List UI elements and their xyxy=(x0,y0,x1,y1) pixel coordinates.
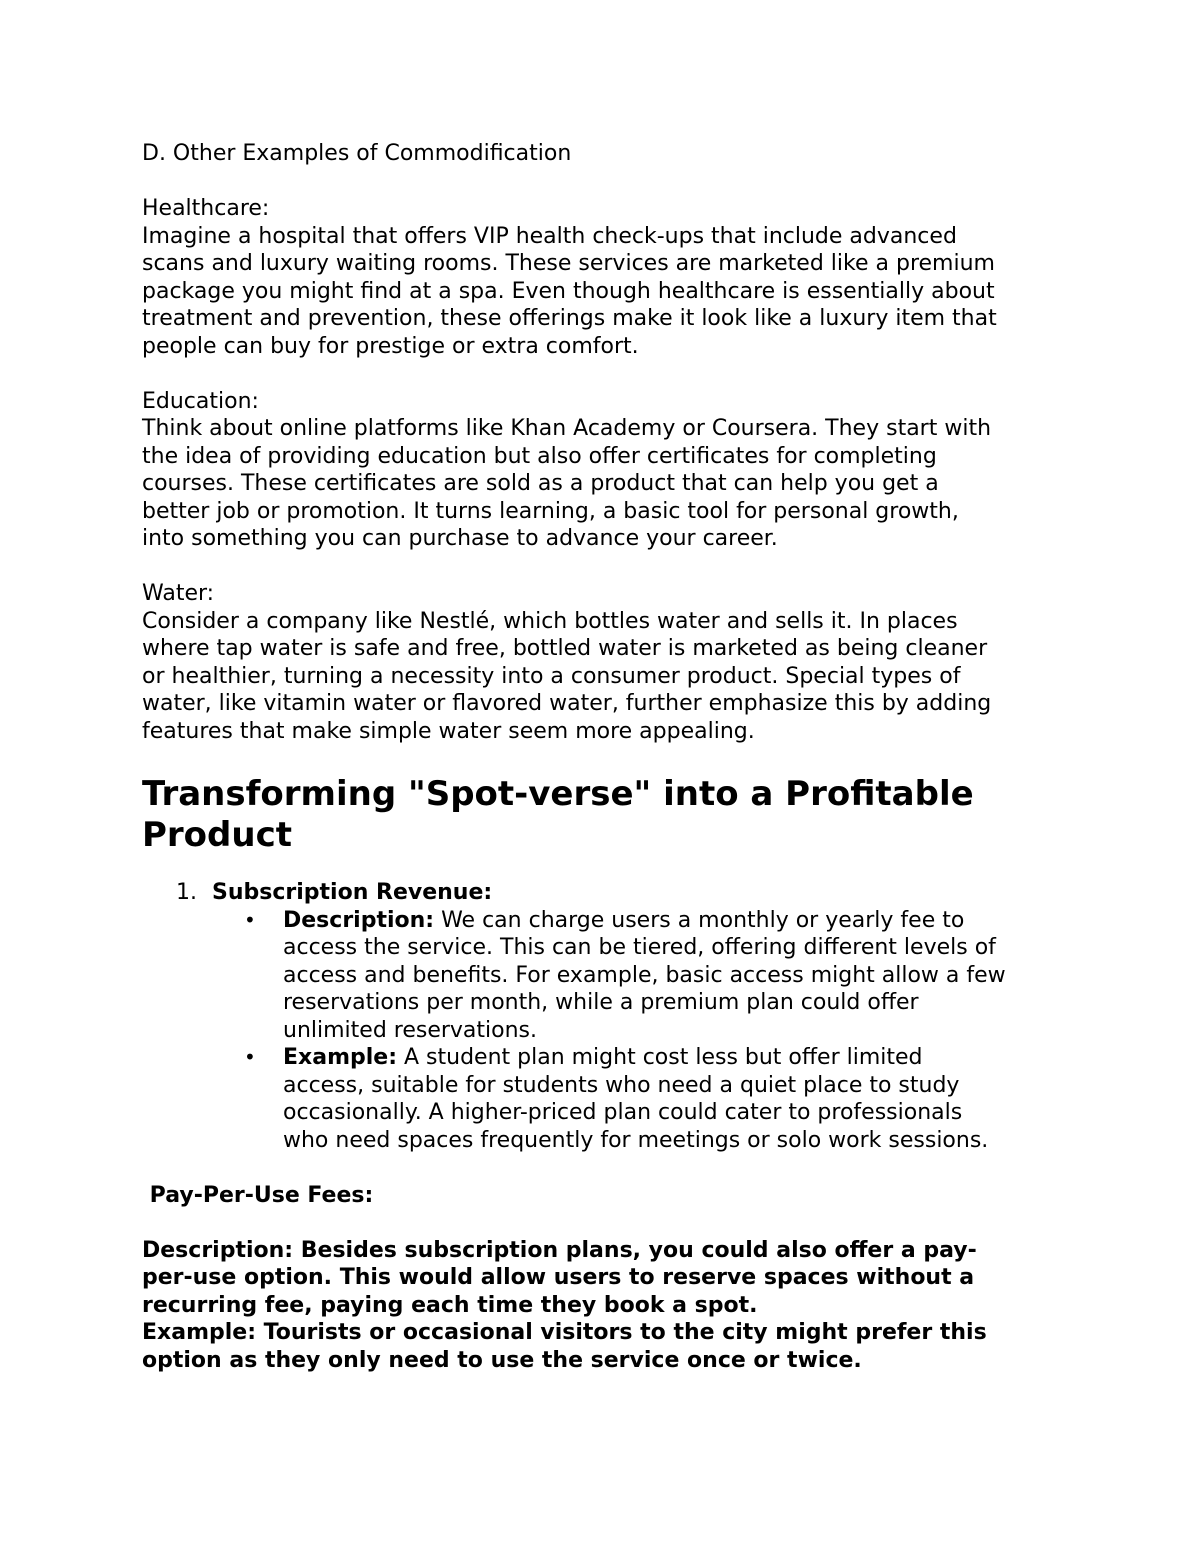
education-line: into something you can purchase to advance your career. xyxy=(142,526,778,551)
pay-per-use-line: Example: Tourists or occasional visitors to the city might prefer this xyxy=(142,1320,987,1345)
blank-line xyxy=(142,1209,1072,1237)
pay-per-use-line: option as they only need to use the service once or twice. xyxy=(142,1347,862,1373)
title-line: Transforming "Spot-verse" into a Profitable xyxy=(142,774,974,814)
list-number: 1. xyxy=(176,880,197,905)
healthcare-label: Healthcare: xyxy=(142,196,270,221)
bullet-line: reservations per month, while a premium plan could offer xyxy=(283,990,919,1015)
document-title xyxy=(142,774,1072,856)
bullet-icon: • xyxy=(244,1045,256,1069)
water-line: where tap water is safe and free, bottled water is marketed as being cleaner xyxy=(142,636,988,661)
pay-per-use-section xyxy=(142,1182,1072,1375)
pay-per-use-line: recurring fee, paying each time they book a spot. xyxy=(142,1292,758,1318)
bullet-line: who need spaces frequently for meetings or solo work sessions. xyxy=(283,1127,989,1153)
education-label: Education: xyxy=(142,388,259,414)
education-line: better job or promotion. It turns learning, a basic tool for personal growth, xyxy=(142,498,959,524)
bullet-icon: • xyxy=(244,907,256,932)
water-line: water, like vitamin water or flavored water, further emphasize this by adding xyxy=(142,691,992,716)
water-section xyxy=(142,580,1072,745)
water-line: or healthier, turning a necessity into a consumer product. Special types of xyxy=(142,663,961,689)
bullet-example xyxy=(142,1044,1072,1154)
healthcare-line: package you might find at a spa. Even though healthcare is essentially about xyxy=(142,278,995,304)
bullet-label: Description: xyxy=(283,907,435,933)
healthcare-section xyxy=(142,195,1072,360)
section-heading xyxy=(142,140,1072,168)
bullet-text: We can charge users a monthly or yearly fee to xyxy=(434,907,965,933)
document-page xyxy=(142,140,1072,1374)
healthcare-line: people can buy for prestige or extra comfort. xyxy=(142,333,639,359)
pay-per-use-line: Description: Besides subscription plans, you could also offer a pay- xyxy=(142,1237,977,1263)
water-label: Water: xyxy=(142,581,215,606)
bullet-text: A student plan might cost less but offer limited xyxy=(397,1045,923,1070)
blank-line xyxy=(142,553,1072,581)
pay-per-use-line: per-use option. This would allow users to reserve spaces without a xyxy=(142,1265,975,1290)
bullet-line: access, suitable for students who need a quiet place to study xyxy=(283,1072,960,1098)
blank-line xyxy=(142,168,1072,196)
healthcare-line: Imagine a hospital that offers VIP health check-ups that include advanced xyxy=(142,223,957,249)
list-item-subscription xyxy=(142,879,1072,907)
bullet-label: Example: xyxy=(283,1045,397,1070)
education-line: Think about online platforms like Khan Academy or Coursera. They start with xyxy=(142,416,992,441)
section-heading-text: D. Other Examples of Commodification xyxy=(142,141,572,166)
title-line: Product xyxy=(142,815,292,855)
healthcare-line: treatment and prevention, these offerings make it look like a luxury item that xyxy=(142,306,997,331)
bullet-line: occasionally. A higher-priced plan could cater to professionals xyxy=(283,1100,963,1125)
bullet-line: access and benefits. For example, basic access might allow a few xyxy=(283,962,1006,988)
bullet-line: access the service. This can be tiered, offering different levels of xyxy=(283,935,996,960)
education-line: the idea of providing education but also offer certificates for completing xyxy=(142,443,937,469)
water-line: Consider a company like Nestlé, which bottles water and sells it. In places xyxy=(142,608,958,634)
water-line: features that make simple water seem more appealing. xyxy=(142,718,755,744)
blank-line xyxy=(142,360,1072,388)
education-section xyxy=(142,388,1072,553)
list-item-label: Subscription Revenue: xyxy=(212,880,493,905)
healthcare-line: scans and luxury waiting rooms. These services are marketed like a premium xyxy=(142,251,995,276)
pay-per-use-heading: Pay-Per-Use Fees: xyxy=(142,1182,374,1208)
revenue-list xyxy=(142,879,1072,1154)
bullet-description xyxy=(142,907,1072,1045)
education-line: courses. These certificates are sold as a product that can help you get a xyxy=(142,471,939,496)
bullet-line: unlimited reservations. xyxy=(283,1017,538,1043)
blank-line xyxy=(142,1154,1072,1182)
